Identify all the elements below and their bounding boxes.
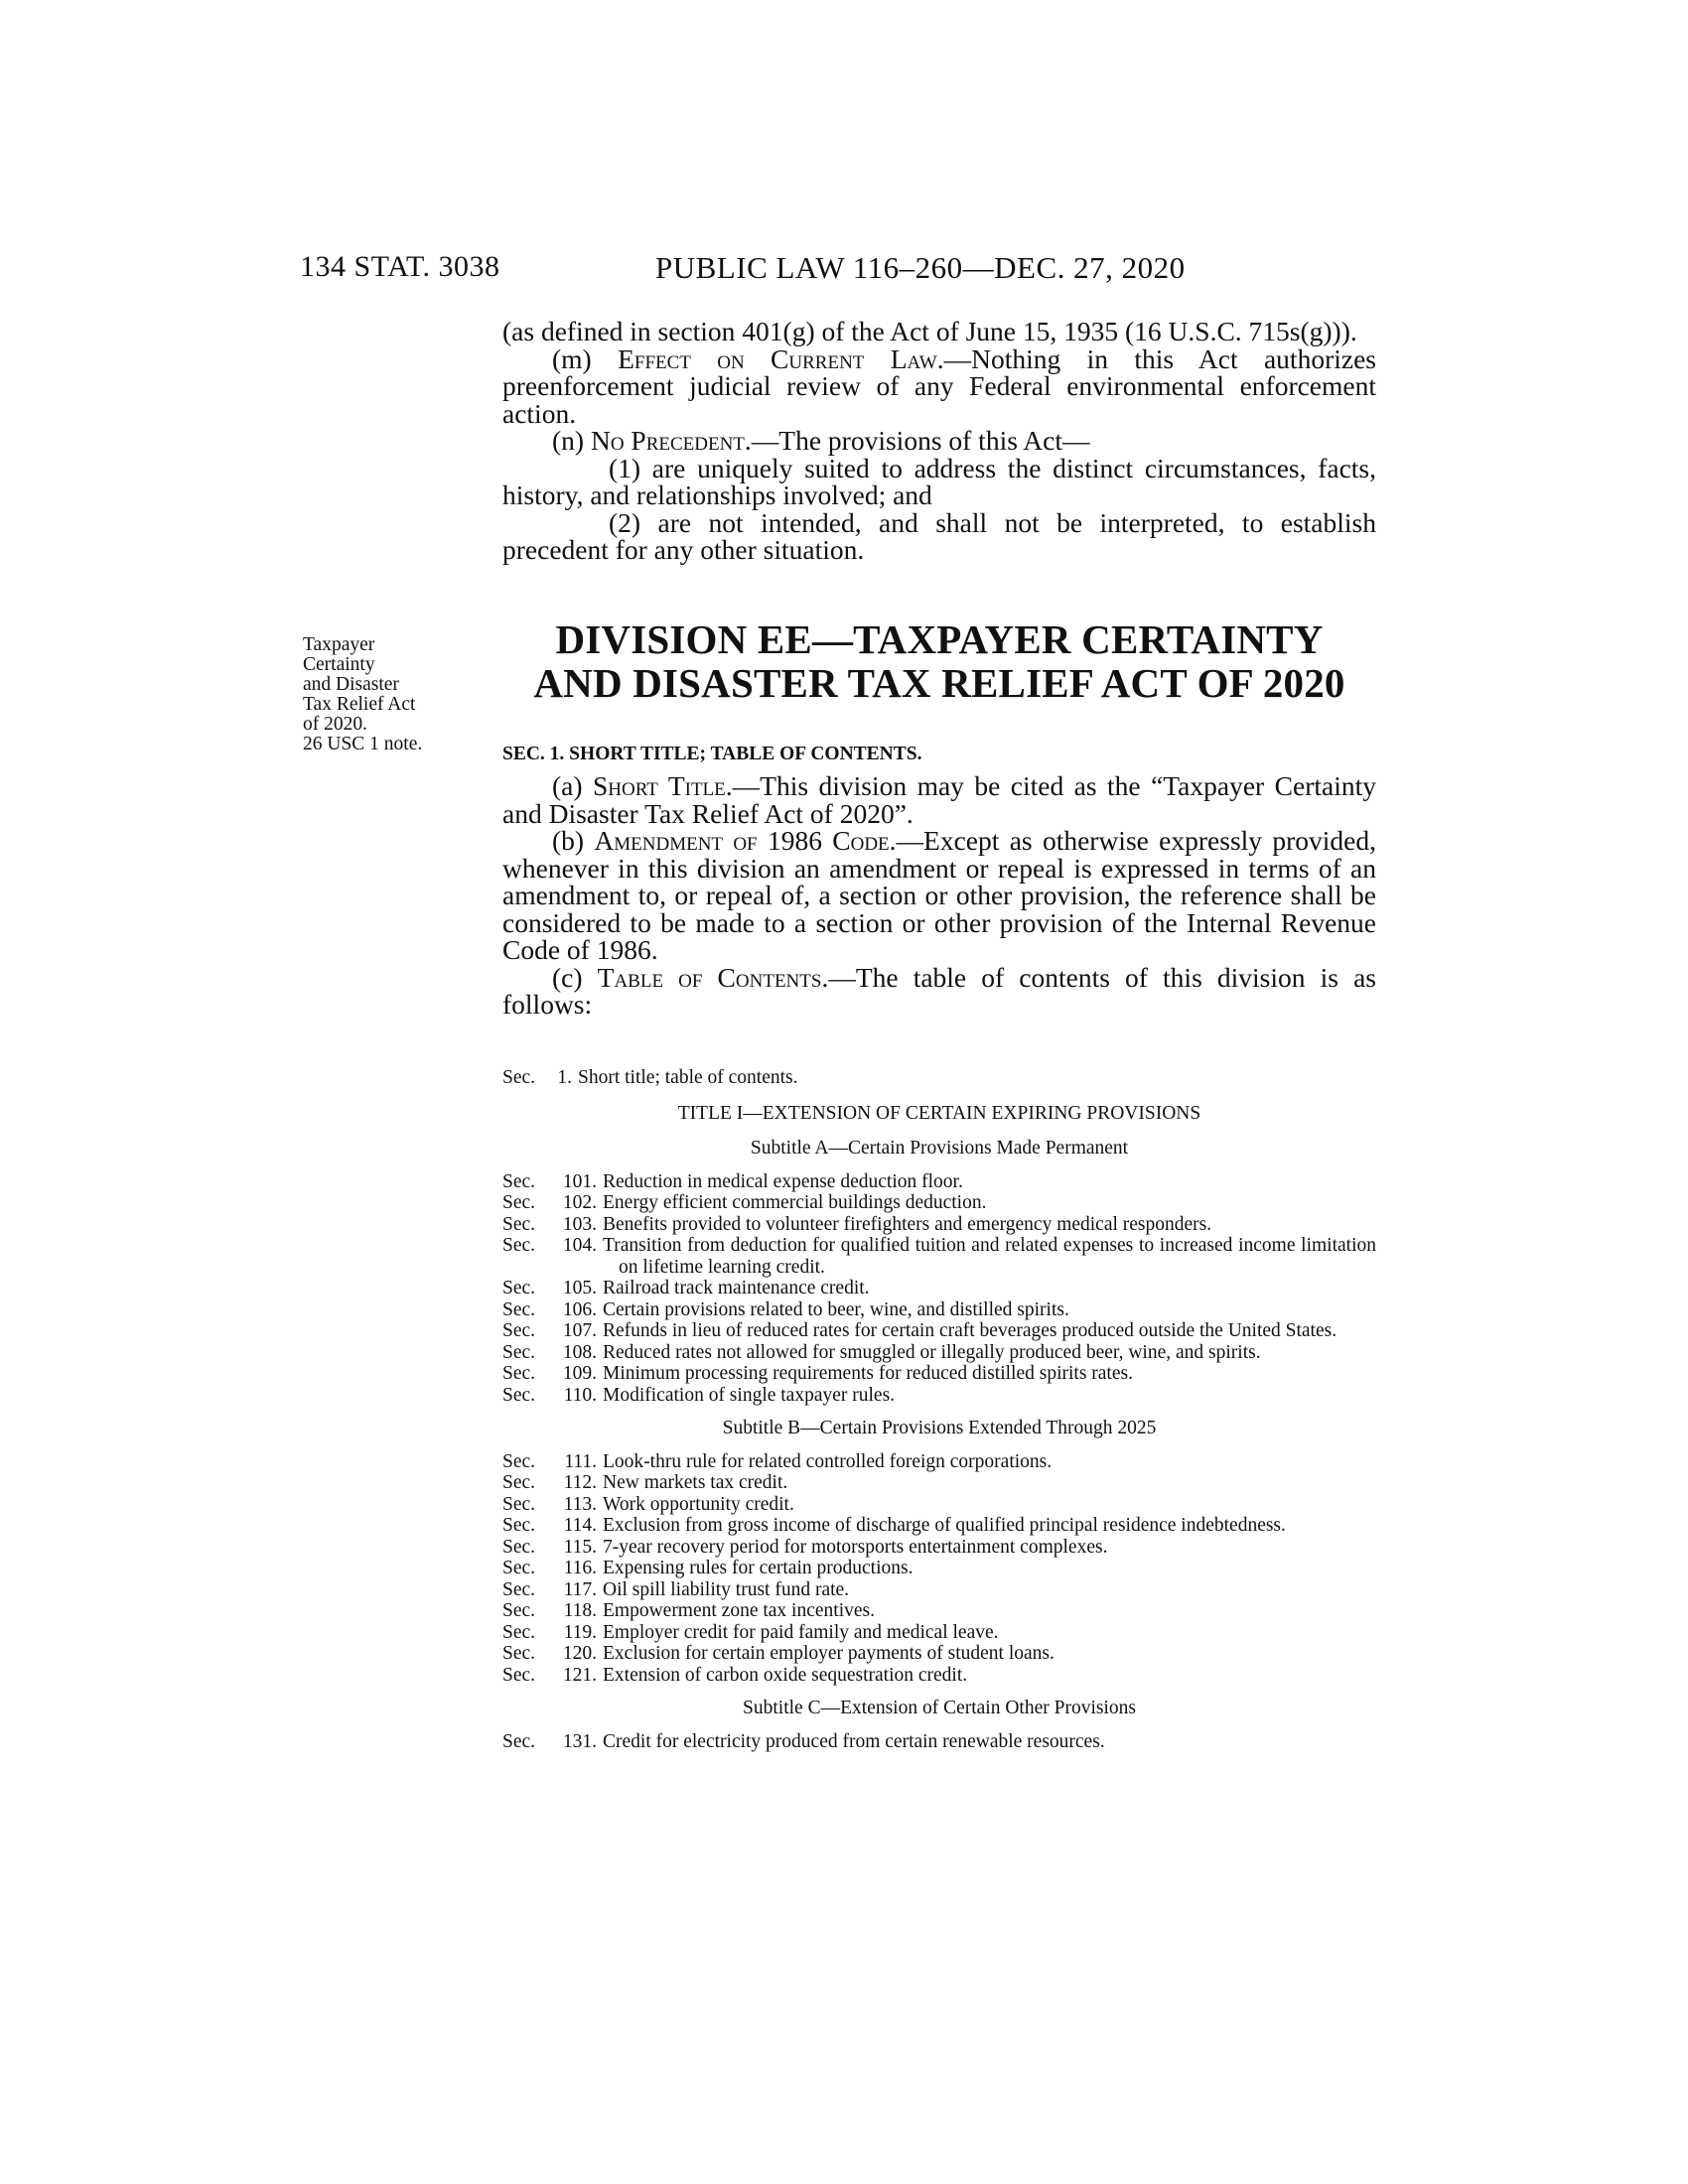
subsection-label: (a) — [552, 770, 593, 801]
section-1-body — [502, 772, 1376, 1019]
toc-sec-text: Empowerment zone tax incentives. — [603, 1600, 875, 1621]
subsection-heading: Amendment of 1986 Code — [594, 825, 890, 856]
toc-entry — [502, 1731, 1376, 1753]
toc-entry — [502, 1363, 1376, 1385]
toc-entry — [502, 1214, 1376, 1236]
table-of-contents — [502, 1067, 1376, 1752]
toc-entry — [502, 1342, 1376, 1364]
toc-entry — [502, 1622, 1376, 1644]
subsection-heading: Effect on Current Law — [618, 342, 937, 374]
toc-sec-number: 118. — [563, 1600, 597, 1621]
toc-sec-number: 121. — [562, 1664, 597, 1686]
toc-sec-label: Sec. — [502, 1558, 536, 1578]
toc-entries-subtitle-c — [502, 1731, 1376, 1753]
toc-sec-number: 114. — [563, 1515, 597, 1536]
toc-sec-text: Short title; table of contents. — [578, 1067, 798, 1088]
toc-sec-label: Sec. — [502, 1450, 536, 1472]
toc-subtitle-heading: Subtitle B—Certain Provisions Extended Through 2025 — [722, 1418, 1157, 1438]
intro-section — [502, 318, 1376, 564]
subsection-heading: Table of Contents — [597, 961, 822, 993]
toc-sec-text: Benefits provided to volunteer firefighters and emergency medical responders. — [603, 1213, 1212, 1235]
toc-sec-label: Sec. — [502, 1384, 536, 1406]
toc-sec-text: Modification of single taxpayer rules. — [603, 1384, 896, 1406]
subsection-label: (m) — [552, 342, 619, 374]
toc-sec-text: Credit for electricity produced from certain renewable resources. — [603, 1730, 1105, 1752]
toc-sec-label: Sec. — [502, 1578, 536, 1600]
toc-sec-text: Extension of carbon oxide sequestration credit. — [603, 1664, 968, 1686]
toc-subtitle-heading: Subtitle A—Certain Provisions Made Permanent — [750, 1138, 1129, 1159]
subsection-text: .—Nothing in this Act authorizes preenforcement judicial review of any Federal environmental enforcement action. — [502, 342, 1376, 429]
toc-sec-number: 105. — [562, 1278, 597, 1298]
toc-sec-label: Sec. — [502, 1730, 536, 1752]
toc-sec-label: Sec. — [502, 1213, 536, 1235]
toc-entry — [502, 1579, 1376, 1601]
subsection-label: (b) — [552, 825, 595, 856]
subsection-b — [502, 827, 1376, 964]
division-heading-line: DIVISION EE—TAXPAYER CERTAINTY — [555, 616, 1324, 662]
subsection-text: .—The provisions of this Act— — [744, 425, 1090, 456]
toc-sec-text: Exclusion from gross income of discharge of qualified principal residence indebtedness. — [603, 1515, 1286, 1536]
paragraph-continuation: (as defined in section 401(g) of the Act of June 15, 1935 (16 U.S.C. 715s(g))). — [502, 316, 1357, 346]
subsection-label: (c) — [552, 961, 598, 993]
toc-sec-text: Certain provisions related to beer, wine, and distilled spirits. — [603, 1298, 1069, 1320]
toc-entry — [502, 1665, 1376, 1687]
margin-note-line: and Disaster — [303, 674, 399, 695]
toc-sec-label: Sec. — [502, 1493, 536, 1515]
subsection-a — [502, 772, 1376, 827]
toc-entry — [502, 1451, 1376, 1473]
toc-entry — [502, 1385, 1376, 1407]
toc-sec-text: Exclusion for certain employer payments of student loans. — [603, 1643, 1055, 1664]
toc-sec-number: 113. — [563, 1493, 597, 1515]
toc-sec-label: Sec. — [502, 1664, 536, 1686]
toc-sec-label: Sec. — [502, 1341, 536, 1363]
toc-sec-label: Sec. — [502, 1643, 536, 1664]
toc-entry — [502, 1472, 1376, 1494]
toc-sec-number: 131. — [562, 1730, 597, 1752]
toc-sec-text: Energy efficient commercial buildings deduction. — [603, 1192, 987, 1213]
toc-sec-label: Sec. — [502, 1170, 536, 1192]
toc-entry — [502, 1515, 1376, 1537]
subsection-label: (n) — [552, 425, 591, 456]
toc-entry — [502, 1067, 1376, 1089]
toc-subtitle-heading: Subtitle C—Extension of Certain Other Provisions — [743, 1698, 1136, 1718]
toc-sec-number: 116. — [563, 1558, 597, 1578]
toc-sec-text: Employer credit for paid family and medical leave. — [603, 1621, 999, 1643]
statute-page-reference: 134 STAT. 3038 — [300, 250, 500, 283]
toc-sec-number: 102. — [562, 1192, 597, 1213]
toc-entry — [502, 1278, 1376, 1299]
toc-sec-text: Oil spill liability trust fund rate. — [603, 1578, 850, 1600]
toc-sec-text: Railroad track maintenance credit. — [603, 1278, 870, 1298]
subsection-c — [502, 961, 1376, 1020]
toc-sec-label: Sec. — [502, 1067, 536, 1088]
toc-entry — [502, 1299, 1376, 1321]
division-heading — [502, 617, 1376, 705]
toc-title-heading: TITLE I—EXTENSION OF CERTAIN EXPIRING PROVISIONS — [677, 1102, 1201, 1124]
toc-sec-label: Sec. — [502, 1600, 536, 1621]
toc-sec-text: Work opportunity credit. — [603, 1493, 794, 1515]
toc-sec-text: Look-thru rule for related controlled foreign corporations. — [603, 1450, 1053, 1472]
toc-sec-number: 110. — [563, 1384, 597, 1406]
margin-note-line: Taxpayer — [303, 634, 375, 655]
subsection-text: .—This division may be cited as the “Taxpayer Certainty and Disaster Tax Relief Act of 2020”. — [502, 770, 1376, 829]
subsection-heading: No Precedent — [590, 425, 745, 456]
toc-sec-label: Sec. — [502, 1320, 536, 1341]
toc-sec-text: Reduced rates not allowed for smuggled or illegally produced beer, wine, and spirits. — [603, 1341, 1261, 1363]
toc-sec-label: Sec. — [502, 1515, 536, 1536]
toc-entry — [502, 1320, 1376, 1342]
subsection-n — [502, 427, 1376, 455]
toc-sec-text: 7-year recovery period for motorsports entertainment complexes. — [603, 1536, 1108, 1558]
toc-entry — [502, 1558, 1376, 1579]
toc-entry — [502, 1600, 1376, 1622]
toc-entry — [502, 1537, 1376, 1559]
toc-sec-number: 107. — [562, 1320, 597, 1341]
toc-sec-text: Expensing rules for certain productions. — [603, 1558, 914, 1578]
subsection-text: .—Except as otherwise expressly provided, whenever in this division an amendment or repeal is expressed in terms of an amendment to, or repeal of, a section or other provision, the reference shall be considered to be made to a section or other provision of the Internal Revenue Code of 1986. — [502, 825, 1376, 965]
margin-note-line: 26 USC 1 note. — [303, 734, 423, 754]
toc-sec-text: Refunds in lieu of reduced rates for certain craft beverages produced outside the United States. — [603, 1320, 1337, 1341]
toc-sec-label: Sec. — [502, 1472, 536, 1493]
toc-sec-number: 1. — [557, 1067, 572, 1088]
toc-entry — [502, 1192, 1376, 1214]
toc-entries-subtitle-b — [502, 1451, 1376, 1687]
margin-note — [303, 635, 462, 754]
running-header-title: PUBLIC LAW 116–260—DEC. 27, 2020 — [655, 250, 1186, 285]
toc-entry — [502, 1235, 1376, 1278]
toc-sec-number: 108. — [562, 1341, 597, 1363]
toc-sec-label: Sec. — [502, 1278, 536, 1298]
paragraph-n-1: (1) are uniquely suited to address the distinct circumstances, facts, history, and relationships involved; and — [502, 452, 1376, 510]
toc-sec-number: 104. — [562, 1235, 597, 1256]
paragraph-n-2: (2) are not intended, and shall not be interpreted, to establish precedent for any other situation. — [502, 506, 1376, 565]
toc-sec-number: 119. — [563, 1621, 597, 1643]
division-heading-line: AND DISASTER TAX RELIEF ACT OF 2020 — [533, 660, 1345, 706]
toc-sec-number: 111. — [564, 1450, 597, 1472]
toc-sec-text: Reduction in medical expense deduction floor. — [603, 1170, 963, 1192]
toc-sec-label: Sec. — [502, 1536, 536, 1558]
toc-sec-number: 103. — [562, 1213, 597, 1235]
toc-sec-number: 106. — [562, 1298, 597, 1320]
toc-sec-number: 115. — [563, 1536, 597, 1558]
margin-note-line: of 2020. — [303, 714, 367, 735]
toc-sec-label: Sec. — [502, 1363, 536, 1384]
margin-note-line: Certainty — [303, 654, 375, 675]
toc-sec-number: 112. — [563, 1472, 597, 1493]
margin-note-line: Tax Relief Act — [303, 694, 416, 715]
toc-sec-number: 120. — [562, 1643, 597, 1664]
toc-sec-number: 101. — [562, 1170, 597, 1192]
toc-entries-subtitle-a — [502, 1171, 1376, 1407]
toc-sec-text: New markets tax credit. — [603, 1472, 788, 1493]
toc-sec-number: 109. — [562, 1363, 597, 1384]
toc-sec-text: Minimum processing requirements for reduced distilled spirits rates. — [603, 1363, 1133, 1384]
toc-sec-label: Sec. — [502, 1235, 536, 1256]
toc-sec-label: Sec. — [502, 1192, 536, 1213]
toc-sec-label: Sec. — [502, 1298, 536, 1320]
toc-entry — [502, 1643, 1376, 1665]
toc-entry — [502, 1494, 1376, 1516]
subsection-m — [502, 342, 1376, 429]
toc-sec-text: Transition from deduction for qualified tuition and related expenses to increased income limitation on lifetime learning credit. — [603, 1235, 1376, 1278]
subsection-heading: Short Title — [592, 770, 726, 801]
toc-sec-label: Sec. — [502, 1621, 536, 1643]
toc-sec-number: 117. — [563, 1578, 597, 1600]
section-heading: SEC. 1. SHORT TITLE; TABLE OF CONTENTS. — [502, 744, 922, 764]
subsection-text: .—The table of contents of this division is as follows: — [502, 961, 1376, 1020]
toc-entry — [502, 1171, 1376, 1193]
